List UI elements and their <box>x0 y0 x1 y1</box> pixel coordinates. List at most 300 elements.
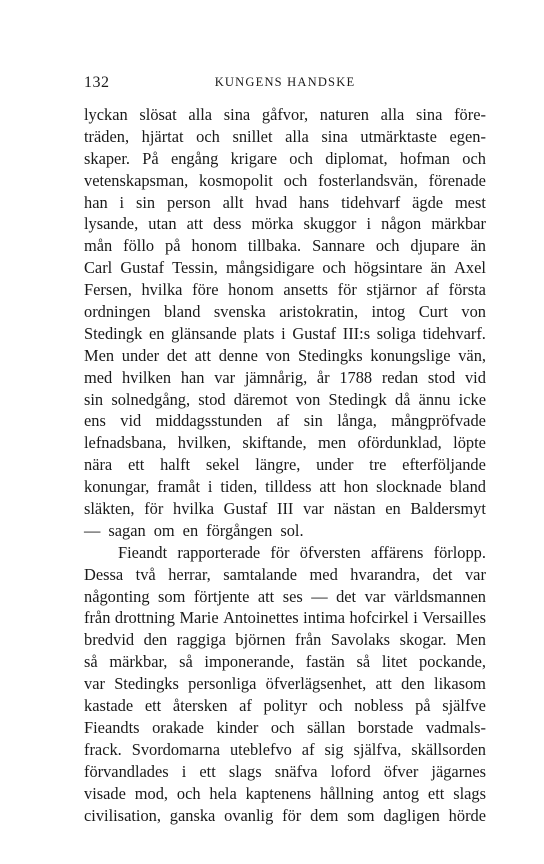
word: hjärtat <box>141 126 184 146</box>
word: föllo <box>123 236 155 256</box>
word: raggiga <box>176 630 226 650</box>
word: och <box>176 783 201 803</box>
word: mod, <box>134 783 168 803</box>
word: så <box>356 652 371 672</box>
word: polityr <box>263 696 308 716</box>
word: uteblefvo <box>229 739 292 759</box>
word: vid <box>120 411 142 431</box>
word: engång <box>170 148 219 168</box>
word: fastän <box>305 652 345 672</box>
word: slösat <box>139 105 177 124</box>
word: tiden, <box>220 477 258 497</box>
word: halft <box>160 455 191 475</box>
word: år <box>316 367 330 387</box>
text-line <box>84 761 486 783</box>
word: vid <box>464 367 486 387</box>
word: var <box>214 367 236 387</box>
page-number: 132 <box>84 74 110 91</box>
word: af <box>426 280 439 300</box>
word: Carl <box>84 258 113 278</box>
word: i <box>413 608 418 628</box>
word: sagan <box>108 520 146 540</box>
word: tidehvarf. <box>422 323 486 343</box>
word: hela <box>209 783 237 803</box>
word: för <box>144 499 164 519</box>
word: var <box>364 586 386 606</box>
word: och <box>322 258 347 278</box>
text-line <box>84 104 486 126</box>
word: en <box>148 323 165 343</box>
word: som <box>158 586 186 606</box>
text-line <box>84 476 486 498</box>
text-line <box>84 695 486 717</box>
word: Svordomarna <box>131 739 221 759</box>
word: stod <box>427 367 456 387</box>
text-line <box>84 651 486 673</box>
word: i <box>366 214 372 234</box>
word: var <box>84 674 105 694</box>
word: någonting <box>84 586 150 606</box>
word: Tessin, <box>172 258 218 278</box>
word: den <box>401 674 425 694</box>
word: före- <box>454 105 486 124</box>
word: honom <box>228 280 274 300</box>
word: affärens <box>370 542 424 562</box>
word: gåfvor, <box>261 105 309 124</box>
word: bland <box>163 302 201 322</box>
word: skogar. <box>399 630 447 650</box>
word: glänsande <box>171 323 237 343</box>
word: öfverlägsenhet, <box>265 674 367 694</box>
word: nobless <box>354 696 404 716</box>
word: skuggor <box>303 214 357 234</box>
word: pockande, <box>419 652 486 672</box>
word: bredvid <box>84 630 135 650</box>
word: mångsidigare <box>225 258 315 278</box>
word: öfver <box>383 761 419 781</box>
word: lysande, <box>84 214 139 234</box>
word: Fersen, <box>84 280 132 300</box>
text-line <box>84 432 486 454</box>
word: att <box>319 477 336 497</box>
text-line <box>84 126 486 148</box>
word: Gustaf <box>120 258 165 278</box>
text-line <box>84 564 486 586</box>
text-line <box>84 235 486 257</box>
word: Stedingks <box>114 674 179 694</box>
word: svenska <box>213 302 266 322</box>
word: sin <box>303 411 323 431</box>
word: visade <box>84 783 126 803</box>
word: naturen <box>319 105 369 124</box>
word: skaper. <box>84 148 130 168</box>
text-line <box>84 607 486 629</box>
text-line <box>84 257 486 279</box>
word: vän, <box>458 345 486 365</box>
word: han <box>180 367 205 387</box>
body-text <box>84 104 486 826</box>
text-line <box>84 192 486 214</box>
word: På <box>142 148 159 168</box>
word: en <box>385 499 401 519</box>
word: släkten, <box>84 499 135 519</box>
word: 1788 <box>339 367 373 387</box>
word: att <box>194 345 211 365</box>
word: Gustaf <box>223 499 268 519</box>
word: och <box>462 148 486 168</box>
word: Axel <box>454 258 486 278</box>
word: vetenskapsman, <box>84 170 189 190</box>
word: Fieandt <box>118 542 168 562</box>
text-line <box>84 520 486 542</box>
word: med <box>309 564 338 584</box>
word: af <box>276 411 290 431</box>
word: själfva, <box>353 739 402 759</box>
word: om <box>153 520 175 540</box>
word: Marie <box>179 608 219 628</box>
word: III <box>277 499 294 519</box>
text-line <box>84 410 486 432</box>
word: ännu <box>418 389 451 409</box>
word: och <box>289 148 313 168</box>
text-line <box>84 301 486 323</box>
word: hvilken, <box>177 433 232 453</box>
word: sin <box>135 192 156 212</box>
word: krigare <box>230 148 277 168</box>
word: aristokratin, <box>279 302 359 322</box>
text-line <box>84 673 486 695</box>
word: intog <box>371 302 406 322</box>
text-line <box>84 148 486 170</box>
word: på <box>165 236 181 256</box>
word: och <box>318 696 343 716</box>
word: borstade <box>357 717 414 737</box>
word: samtalande <box>223 564 298 584</box>
word: löpte <box>453 433 486 453</box>
word: träden, <box>84 126 130 146</box>
word: hållning <box>320 783 374 803</box>
word: kinder <box>216 717 259 737</box>
word: hvilken <box>121 367 172 387</box>
word: Sannare <box>312 236 365 256</box>
word: loford <box>330 761 371 781</box>
word: världsmannen <box>393 586 486 606</box>
word: af <box>239 696 252 716</box>
text-line <box>84 367 486 389</box>
word: sol. <box>280 520 304 540</box>
word: Men <box>84 345 115 365</box>
text-line <box>84 739 486 761</box>
word: — <box>84 520 101 540</box>
word: sällan <box>307 717 346 737</box>
word: civilisation, <box>84 805 161 825</box>
word: lefnadsbana, <box>84 433 167 453</box>
word: men <box>317 433 347 453</box>
text-line <box>84 629 486 651</box>
word: Versailles <box>422 608 486 628</box>
word: — <box>311 586 328 606</box>
word: likasom <box>434 674 486 694</box>
text-line <box>84 170 486 192</box>
word: längre, <box>255 455 301 475</box>
word: jämnårig, <box>244 367 308 387</box>
word: Baldersmyt <box>410 499 486 519</box>
word: för <box>337 280 357 300</box>
word: på <box>415 696 431 716</box>
word: och <box>270 717 295 737</box>
word: mörka <box>251 214 294 234</box>
word: mångpröfvade <box>391 411 486 431</box>
word: i <box>207 477 213 497</box>
word: då <box>394 389 411 409</box>
word: ofördunklad, <box>357 433 442 453</box>
word: middagsstunden <box>155 411 263 431</box>
word: långa, <box>337 411 377 431</box>
word: så <box>179 652 193 672</box>
text-line <box>84 345 486 367</box>
word: person <box>167 192 211 212</box>
word: hvarandra, <box>350 564 420 584</box>
word: Men <box>455 630 486 650</box>
word: ett <box>127 455 145 475</box>
word: första <box>448 280 486 300</box>
word: förlopp. <box>433 542 486 562</box>
word: honom <box>191 236 237 256</box>
word: själfve <box>442 696 486 716</box>
word: allt <box>222 192 244 212</box>
word: diplomat, <box>325 148 388 168</box>
word: vadmals- <box>425 717 486 737</box>
word: lyckan <box>84 105 128 124</box>
word: återsken <box>172 696 228 716</box>
word: imponerande, <box>204 652 295 672</box>
word: III:s <box>342 323 371 343</box>
word: Curt <box>418 302 448 322</box>
word: ordningen <box>84 302 151 322</box>
word: drottning <box>114 608 175 628</box>
word: af <box>301 739 315 759</box>
word: intima <box>303 608 346 628</box>
word: rapporterade <box>177 542 261 562</box>
word: redan <box>381 367 419 387</box>
text-line <box>84 783 486 805</box>
word: förenade <box>428 170 486 190</box>
word: för <box>270 542 290 562</box>
word: sina <box>415 105 443 124</box>
word: alla <box>285 126 309 146</box>
word: fosterlandsvän, <box>318 170 418 190</box>
word: dagligen <box>383 805 440 825</box>
word: Stedingk <box>84 323 143 343</box>
word: det <box>432 564 453 584</box>
word: slags <box>228 761 262 781</box>
word: framåt <box>157 477 201 497</box>
word: i <box>181 761 187 781</box>
word: kosmopolit <box>199 170 273 190</box>
word: skiftande, <box>242 433 307 453</box>
word: denne <box>218 345 258 365</box>
word: än <box>470 236 486 256</box>
text-line <box>84 389 486 411</box>
word: von <box>461 302 486 322</box>
word: egen- <box>449 126 486 146</box>
word: mån <box>84 236 113 256</box>
word: utan <box>148 214 177 234</box>
word: före <box>192 280 219 300</box>
word: hvilka <box>173 499 214 519</box>
word: von <box>295 389 321 409</box>
word: personliga <box>188 674 257 694</box>
word: slocknade <box>376 477 442 497</box>
text-line <box>84 498 486 520</box>
word: snäfva <box>274 761 318 781</box>
text-line <box>84 717 486 739</box>
word: konungar, <box>84 477 150 497</box>
word: däremot <box>233 389 288 409</box>
word: sig <box>324 739 344 759</box>
text-line <box>84 323 486 345</box>
word: Savolaks <box>330 630 391 650</box>
word: och <box>196 126 220 146</box>
word: och <box>283 170 308 190</box>
word: som <box>347 805 375 825</box>
word: sina <box>321 126 348 146</box>
word: kaptenens <box>245 783 312 803</box>
word: frack. <box>84 739 122 759</box>
word: än <box>430 258 446 278</box>
word: någon <box>381 214 422 234</box>
word: för <box>282 805 302 825</box>
word: skällsorden <box>411 739 486 759</box>
word: icke <box>458 389 486 409</box>
word: nästan <box>333 499 376 519</box>
word: soliga <box>376 323 416 343</box>
word: herrar, <box>168 564 211 584</box>
word: ett <box>199 761 216 781</box>
word: litet <box>381 652 408 672</box>
word: med <box>84 367 113 387</box>
word: ansetts <box>283 280 328 300</box>
text-line <box>84 454 486 476</box>
word: slags <box>453 783 486 803</box>
word: ovanlig <box>224 805 274 825</box>
word: under <box>316 455 354 475</box>
word: att <box>375 674 392 694</box>
word: högsintare <box>354 258 423 278</box>
word: i <box>281 323 286 343</box>
word: mest <box>454 192 486 212</box>
word: utmärktaste <box>360 126 437 146</box>
word: Dessa <box>84 564 124 584</box>
word: antog <box>382 783 420 803</box>
word: efterföljande <box>402 455 486 475</box>
word: djupare <box>410 236 460 256</box>
word: tilldess <box>265 477 312 497</box>
word: kastade <box>84 696 134 716</box>
word: alla <box>188 105 213 124</box>
text-line <box>84 542 486 564</box>
word: hvad <box>255 192 288 212</box>
word: så <box>84 652 98 672</box>
word: sekel <box>205 455 240 475</box>
word: sin <box>84 389 104 409</box>
word: ses <box>282 586 303 606</box>
word: ett <box>427 783 445 803</box>
word: han <box>84 192 108 212</box>
word: att <box>186 214 204 234</box>
word: Stedingk <box>328 389 387 409</box>
word: och <box>375 236 400 256</box>
word: förgången <box>206 520 273 540</box>
word: hvilka <box>141 280 183 300</box>
word: Antoinettes <box>223 608 299 628</box>
word: var <box>303 499 324 519</box>
word: under <box>121 345 160 365</box>
running-head: KUNGENS HANDSKE <box>214 75 356 89</box>
word: Stedingks <box>297 345 363 365</box>
word: sina <box>223 105 251 124</box>
word: ganska <box>169 805 216 825</box>
word: von <box>265 345 291 365</box>
word: björnen <box>235 630 286 650</box>
word: stjärnor <box>366 280 417 300</box>
word: stod <box>198 389 226 409</box>
word: förvandlades <box>84 761 169 781</box>
word: det <box>166 345 187 365</box>
word: det <box>336 586 357 606</box>
word: hörde <box>448 805 486 825</box>
word: tre <box>369 455 387 475</box>
text-line <box>84 213 486 235</box>
word: plats <box>243 323 275 343</box>
word: märkbar, <box>109 652 168 672</box>
word: hofman <box>399 148 450 168</box>
word: öfversten <box>299 542 361 562</box>
word: dem <box>310 805 339 825</box>
word: bland <box>449 477 486 497</box>
word: solnedgång, <box>111 389 191 409</box>
word: alla <box>380 105 405 124</box>
word: Gustaf <box>292 323 337 343</box>
word: ett <box>144 696 162 716</box>
word: hans <box>299 192 330 212</box>
word: dess <box>213 214 242 234</box>
word: konungslige <box>370 345 451 365</box>
word: ens <box>84 411 106 431</box>
word: märkbar <box>431 214 486 234</box>
word: Fieandts <box>84 717 140 737</box>
text-line <box>84 586 486 608</box>
word: orakade <box>152 717 204 737</box>
word: tillbaka. <box>247 236 302 256</box>
word: från <box>294 630 322 650</box>
word: var <box>464 564 486 584</box>
word: nära <box>84 455 113 475</box>
word: hon <box>343 477 369 497</box>
text-line <box>84 279 486 301</box>
word: den <box>143 630 168 650</box>
word: tidehvarf <box>341 192 401 212</box>
word: två <box>135 564 156 584</box>
word: hofcirkel <box>349 608 409 628</box>
page-header <box>84 74 486 94</box>
word: i <box>119 192 125 212</box>
word: jägarnes <box>431 761 486 781</box>
text-line <box>84 805 486 827</box>
word: en <box>182 520 199 540</box>
word: snillet <box>232 126 273 146</box>
word: ägde <box>412 192 444 212</box>
